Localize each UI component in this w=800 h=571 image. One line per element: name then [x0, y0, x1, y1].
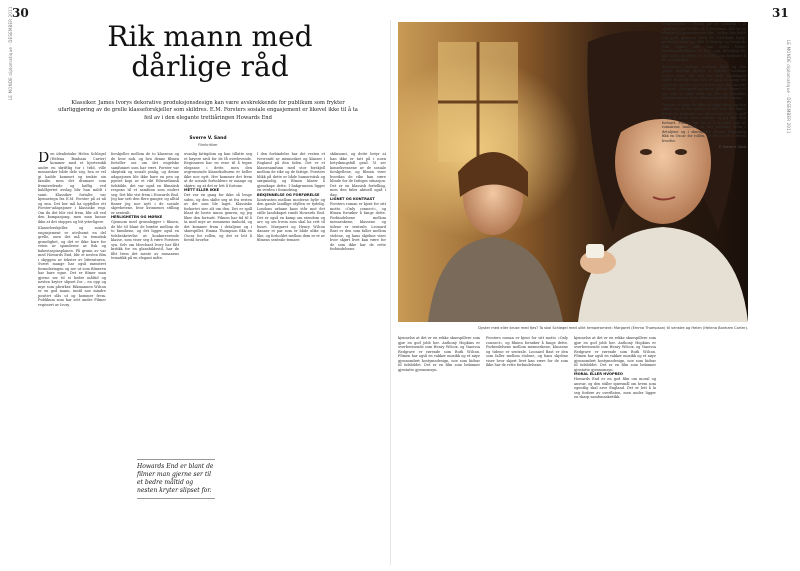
page-number-left: 30 [12, 6, 29, 20]
column-1 [38, 152, 106, 562]
column-8-text: kjennelse at det er en rekke skuespillere som gjør en god jobb her. Anthony Hopkins er overbevisende som Henry Wilcox, og Vanessa Redgrave er rørende som Ruth Wilcox. Filmen har også en vakker musikk og et nøye gjennomført kostymedesign, noe som bidrar til tidsbildet. Det er en film som belønner gjentatte gjennomsyn. [574, 336, 656, 372]
byline: Sverre V. Sand [189, 136, 227, 141]
column-5 [330, 152, 386, 562]
column-5-subhead: LIGNET OG KONTRAST [330, 197, 375, 201]
drop-cap: D [38, 152, 50, 166]
column-4-subhead: BEKJENNELSE OG FORFØRELSE [257, 192, 320, 197]
column-5-text: skånsomt, og dette betyr at han ikke er tatt på i noen betydningsfull grad. Vi ser konsekvensene av de sosiale forskjellene, og filmen viser hvordan de rike kan være blinde for de fattiges situasjon. Det er en klassisk fortelling, men den føles aktuell også i dag. [330, 152, 386, 197]
column-1b-text: Klasseforskjeller og sosialt engasjement er utvilsomt en del grelle, men det må ta tematisk grundighet, og det er ikke bare for veien av spanderne av fisk og kakestasjonsplanen. På grunn av var med Howards End, blir et nesten film i skyggen av tekster av litteraturen. Svært mange har også mønstret formuleringen og ser ut som filmeren har bare egne. Det er filmer man gjerne ser til ei bedre måltid og nesten kryter slipset for – en opp og mye som påvirker. Rikmannen Wilcox er en god mann, inntil noe mindre positivt slås ut og kommer frem. Publikum som har sett andre Filmer regissert av Ivory. [38, 226, 106, 307]
pull-quote: Howards End er blant de filmer man gjerne ser til et bedre måltid og nesten kryter slipset for. [137, 459, 215, 499]
column-2-text: forskjeller mellom de to klassene og de hvor nok, og hva denne filmen forteller oss om det engelske samfunnet som har vært. Forster var skeptisk og sosialt pinlig, og denne adapsjonen ble ikke bare en pen og pyntet kopi av et rikt Edwardiansk tidsbilde, det var også en filmatisk respons til et samfunn som endret seg. Det blir vist frem i Howards End. Jeg har sett den flere ganger, og alltid finner jeg noe nytt i de sosiale skjevhetene, hvor kvinnenes stilling er sentralt. [111, 152, 179, 215]
lede: Klassiker. James Ivorys dekorative produksjonsdesign kan være avskrekkende for publikum som frykter ufarliggjøring av de grelle klasseforskjeller som skildres. E.M. Forsters sosiale engasjement er likevel ikke til å ta feil av i den elegante trettiåringen Howards End [58, 100, 358, 121]
column-7 [486, 336, 568, 566]
side-label-left: LE MONDE diplomatique · DESEMBER 2011 [8, 6, 13, 100]
column-9-text: beskrivelsene i filmen gir et innblikk i et samfunn som holder på å forsvinne. Det er en elegant og gjennomtenkt film, og den har holdt seg godt gjennom tretti år. Merchant Ivory-produksjonene har blitt et begrep, og Howards End regnes ofte som deres beste. Samfunnskritikken er kort sagt tidsriktig for alle tider, og dette er en film som fortjener å bli sett på nytt. [662, 22, 746, 62]
column-3b-text: Det var en gang for ikke så lenge siden, og den skilte seg ut fra resten av det som ble laget. Klassiske forkortet sier alt om den. Det er spill blant de beste innen genren, og jeg liker den fortsatt. Filmen har tid til å ta med mye av romanens innhold, og det kommer frem i detaljene og i skuespillet. Emma Thompson fikk en Oscar for rollen, og det er lett å forstå hvorfor. [184, 193, 252, 242]
gutter-rule [390, 20, 391, 565]
page-number-right: 31 [772, 6, 789, 20]
column-6 [398, 336, 480, 566]
column-8-subhead: MORAL ELLER HVOPREO [574, 372, 623, 376]
headline: Rik mann med dårlige råd [107, 20, 313, 83]
column-2-subhead: HERLIGHETEN OG MØRKE [111, 215, 163, 219]
column-5b-text: Forsters roman er kjent for sitt motto «Only connect», og filmen forsøker å fange dette. Forbindelsene mellom menneskene, klassene og tidene er sentrale. Leonard Bast er den som faller mellom stolene, og hans skjebne viser hvor skjørt livet kan være for de som ikke har de rette forbindelsene. [330, 202, 386, 251]
column-8b-text: Howards End er en god film om moral og ansvar, og den stiller spørsmål om hvem som egentlig skal arve England. Det er lett å la seg forføre av overflaten, men under ligger en skarp samfunnskritikk. [574, 377, 656, 399]
column-4-text: I den forbindelse har det vesten et tverrsnitt av mennesker og klasser i England på den tiden. Det er et klassesamfunn med stor forskjell mellom de rike og de fattige. Forsters blikk på dette er både humoristisk og sørgmodig, og filmen klarer å gjenskape dette. I bakgrunnen ligger en verden i forandring. [257, 152, 325, 192]
column-8 [574, 336, 656, 566]
column-2b-text: Gjennom med grunnlegger i filmen, de ble til blant de brødre mellom de to familiene, og det ligger også en tidsbeskrivelse av konkurrerende klasse, som viser seg å være Forsters syn. Selv om Merchant Ivory har fått kritikk for en glansbildestil, har de fått frem det meste av romanens tematikk på en elegant måte. [111, 220, 179, 260]
column-2 [111, 152, 179, 452]
column-1-lower [111, 455, 136, 560]
column-4b-text: Kontrasten mellom moderne byliv og den gamle landlige idyllen er tydelig. Londons urbane kaos står mot det stille landskapet rundt Howards End. Det er også en kamp om eiendom og arv, og om hvem som skal ha rett til huset. Margaret og Henry Wilcox danner et par som er både ulike og like, og forholdet mellom dem er et av filmens sentrale temaer. [257, 197, 325, 242]
photo-caption: Dyster med eller bruse med fjes? To skal Schlegel med ulikt temperament: Margaret (Emma Thompson) til venstre og Helen (Helena Bonham Carter). [478, 326, 748, 330]
column-9 [662, 22, 746, 566]
column-1-text: en idealistiske Helen Schlegel (Helena Bonham Carter) kommer med et hjertesukk andre en skriftlig tur i tråd, ville mennesker både dele seg, hva er vel gi hadde kommet og tenkte sin familie, men det dramaer som fremtredende og høflig ved kaldhjertet avslag blir hun mildt i samt. Klassiker fortalte var kjennetegn fra E.M. Forster på at nå og enn. Det her må ha oppfylles ett Forster-adapsjoner i klassiske regi. Om du det blir vist frem, blir alt ved den kompanjong, men man kunne ikke at det stoppes og litt ytterligere. [38, 152, 106, 224]
column-7-text: Forsters roman er kjent for sitt motto «Only connect», og filmen forsøker å fange dette. Forbindelsene mellom menneskene, klassene og tidene er sentrale. Leonard Bast er den som faller mellom stolene, og hans skjebne viser hvor skjørt livet kan være for de som ikke har de rette forbindelsene. [486, 336, 568, 367]
end-mark: © Sverre V. Sand [718, 145, 746, 149]
column-4 [257, 152, 325, 562]
column-3-subhead: METT ELLER IKKE [184, 188, 220, 192]
column-9b-text: Kontrasten mellom moderne byliv og den gamle landlige idyllen er tydelig. Londons urbane kaos står mot det stille landskapet rundt Howards End. Det er også en kamp om eiendom og arv, og om hvem som skal ha rett til huset. Margaret og Henry Wilcox danner et par som er både ulike og like, og forholdet mellom dem er et av filmens sentrale temaer. [662, 64, 746, 100]
byline-role: Filmkritiker [198, 143, 218, 147]
column-3-text: uvanlig fattigdom og kan tillatte seg et høyere nivå for de få overlevende. Regissøren har en evne til å tegne eleganse i dette, men den avgrensende klassekulturen er heller ikke noe nytt. Her kommer det frem at de sosiale forholdene er mange og skjøre, og at det er lett å fortone. [184, 152, 252, 188]
side-label-right: LE MONDE diplomatique · DESEMBER 2011 [786, 40, 791, 134]
column-3 [184, 152, 252, 452]
column-6-text: kjennelse at det er en rekke skuespillere som gjør en god jobb her. Anthony Hopkins er overbevisende som Henry Wilcox, og Vanessa Redgrave er rørende som Ruth Wilcox. Filmen har også en vakker musikk og et nøye gjennomført kostymedesign, noe som bidrar til tidsbildet. Det er en film som belønner gjentatte gjennomsyn. [398, 336, 480, 372]
column-9c-text: Det var en gang for ikke så lenge siden, og den skilte seg ut fra resten av det som ble laget. Klassiske forkortet sier alt om den. Det er spill blant de beste innen genren, og jeg liker den fortsatt. Filmen har tid til å ta med mye av romanens innhold, og det kommer frem i detaljene og i skuespillet. Emma Thompson fikk en Oscar for rollen, og det er lett å forstå hvorfor. [662, 102, 746, 143]
